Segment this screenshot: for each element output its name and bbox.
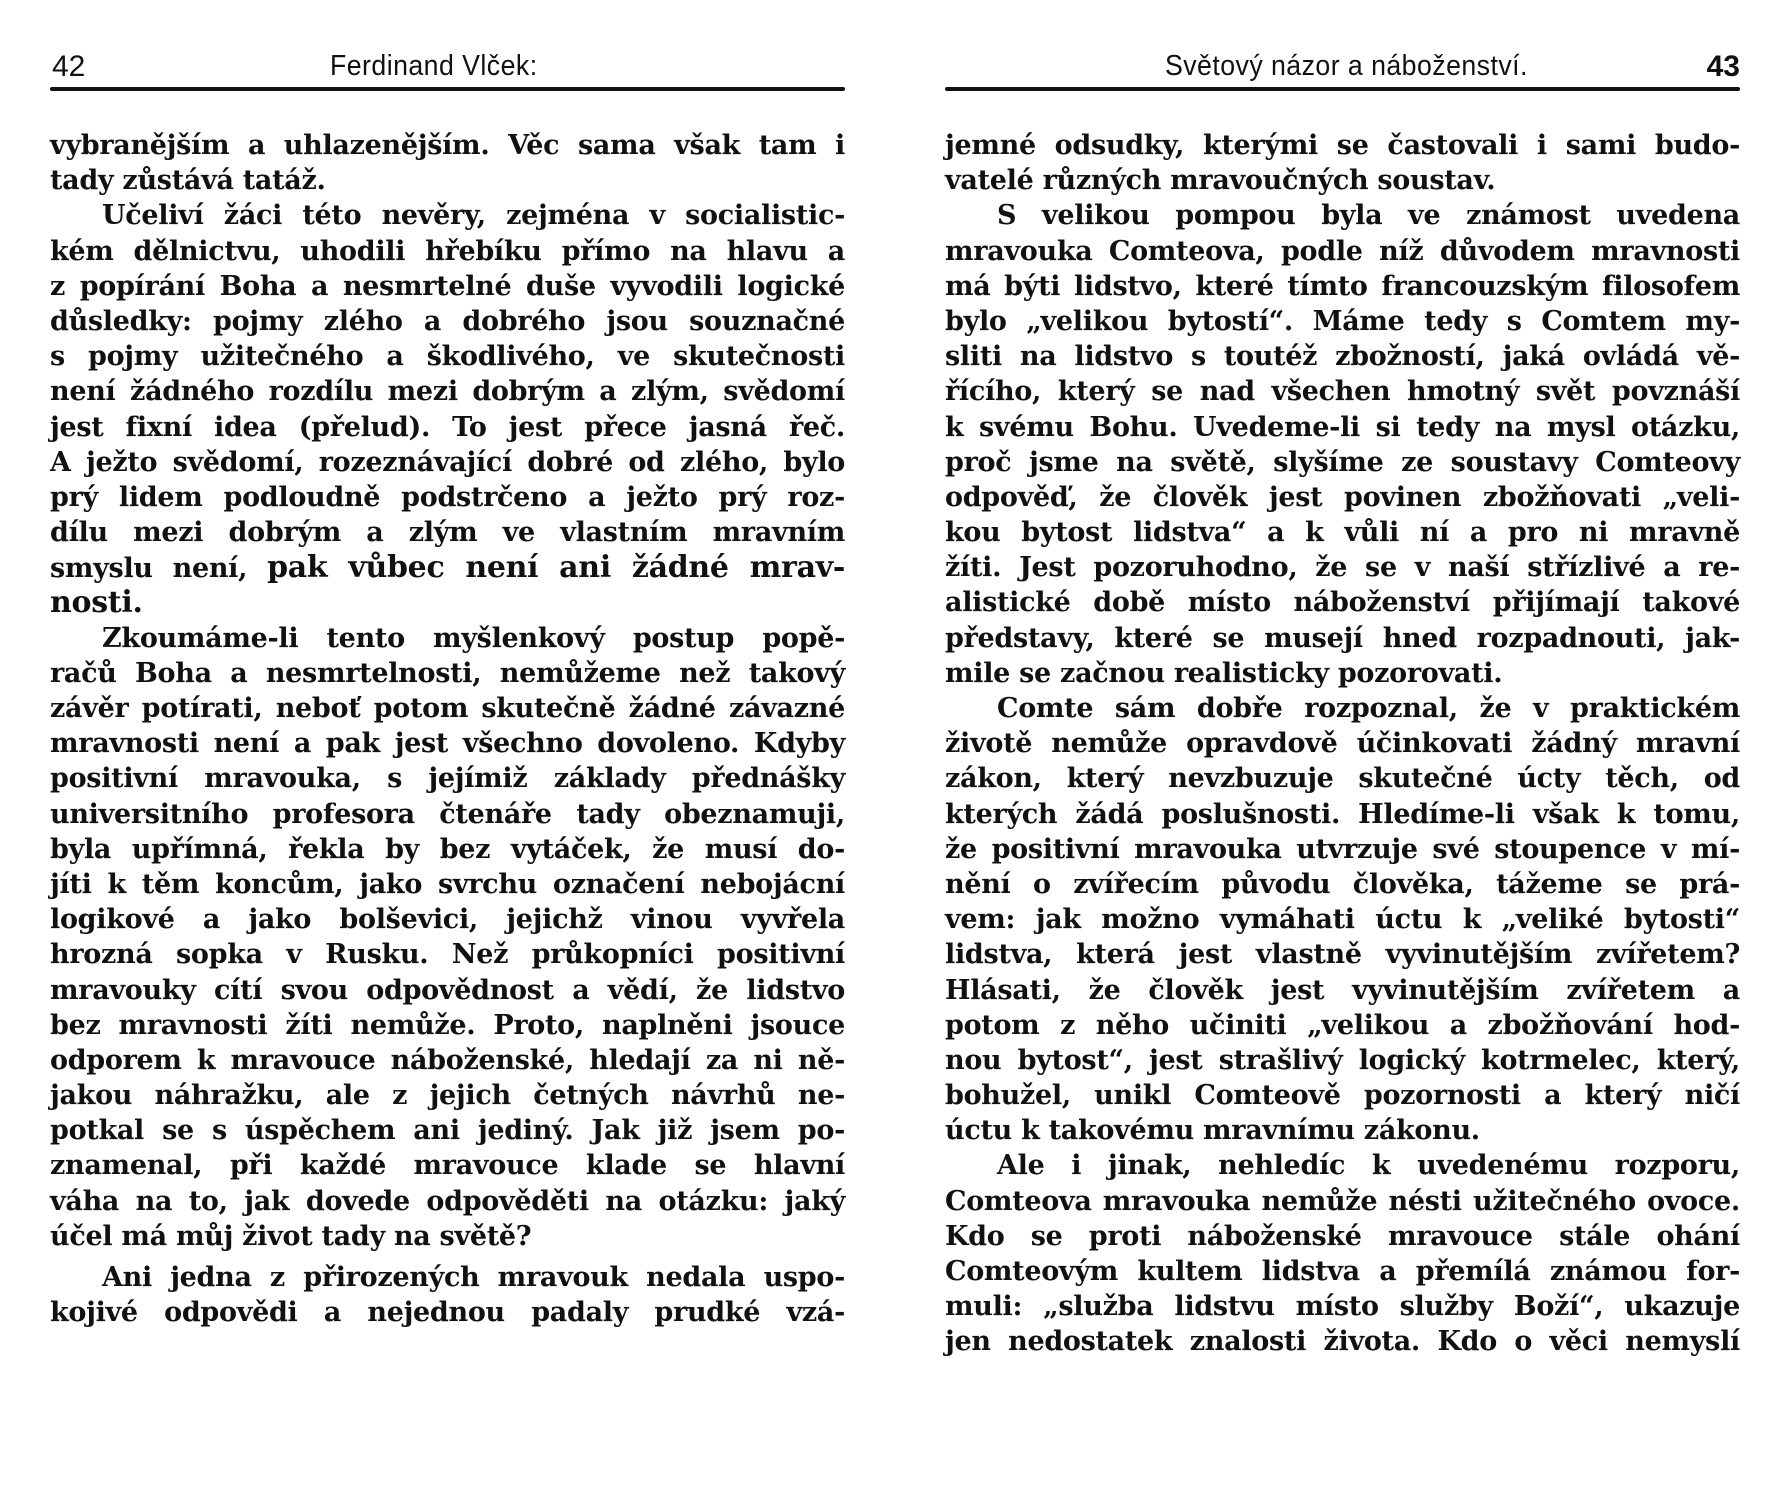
text-line: řícího, který se nad všechen hmotný svět povznáší	[945, 376, 1740, 408]
text-line: není žádného rozdílu mezi dobrým a zlým, svědomí	[50, 376, 845, 408]
text-line: universitního profesora čtenáře tady obeznamuji,	[50, 798, 845, 830]
text-line: potkal se s úspěchem ani jediný. Jak již jsem po-	[50, 1115, 845, 1147]
text-line: jen nedostatek znalosti života. Kdo o věci nemyslí	[945, 1326, 1740, 1358]
text-line: závěr potírati, neboť potom skutečně žádné závazné	[50, 693, 845, 724]
text-line: životě nemůže opravdově účinkovati žádný mravní	[945, 728, 1740, 760]
text-line: dílu mezi dobrým a zlým ve vlastním mravním	[50, 517, 845, 549]
text-line: potom z něho učiniti „velikou a zbožňování hod-	[945, 1009, 1740, 1041]
text-line: Ale i jinak, nehledíc k uvedenému rozporu,	[997, 1150, 1740, 1182]
page-number: 43	[1706, 50, 1740, 83]
text-line: proč jsme na světě, slyšíme ze soustavy Comteovy	[945, 446, 1740, 478]
text-line: znamenal, při každé mravouce klade se hlavní	[50, 1150, 845, 1182]
text-line: mravouky cítí svou odpovědnost a vědí, že lidstvo	[50, 974, 845, 1006]
text-line: představy, které se musejí hned rozpadnouti, jak-	[945, 622, 1740, 654]
text-line: žíti. Jest pozoruhodno, že se v naší střízlivé a re-	[945, 552, 1740, 584]
text-line: mravnosti není a pak jest všechno dovoleno. Kdyby	[50, 728, 845, 760]
text-line: račů Boha a nesmrtelnosti, nemůžeme než takový	[50, 657, 845, 689]
text-line: jakou náhražku, ale z jejich četných návrhů ne-	[50, 1080, 845, 1112]
text-line: váha na to, jak dovede odpověděti na otázku: jaký	[50, 1185, 845, 1217]
text-line: hrozná sopka v Rusku. Než průkopníci positivní	[50, 939, 845, 971]
emphasized-text: pak vůbec není ani žádné mrav-	[267, 550, 845, 586]
text-line: Ani jedna z přirozených mravouk nedala uspo-	[102, 1262, 845, 1293]
header-rule	[50, 87, 845, 91]
text-line: Comteova mravouka nemůže nésti užitečného ovoce.	[945, 1185, 1740, 1217]
left-page-header	[50, 50, 845, 90]
text-line: kojivé odpovědi a nejednou padaly prudké vzá-	[50, 1297, 845, 1329]
text-line: sliti na lidstvo s toutéž zbožností, jaká ovládá vě-	[945, 341, 1740, 373]
text-line: Hlásati, že člověk jest vyvinutějším zvířetem a	[945, 974, 1740, 1006]
text-line: důsledky: pojmy zlého a dobrého jsou souznačné	[50, 305, 845, 337]
text-line: Comteovým kultem lidstva a přemílá známou for-	[945, 1256, 1740, 1287]
text-line: Zkoumáme-li tento myšlenkový postup popě-	[102, 622, 845, 654]
left-page-body	[50, 128, 845, 1330]
text-line: účel má můj život tady na světě?	[50, 1220, 532, 1252]
text-line: A ježto svědomí, rozeznávající dobré od zlého, bylo	[50, 446, 845, 478]
text-line: bylo „velikou bytostí“. Máme tedy s Comtem my-	[945, 305, 1740, 337]
running-head: Světový názor a náboženství.	[1165, 50, 1528, 82]
text-line	[50, 585, 845, 620]
text-line: mravouka Comteova, podle níž důvodem mravnosti	[945, 235, 1740, 267]
text-line: tady zůstává tatáž.	[50, 165, 326, 197]
right-page-header	[945, 50, 1740, 90]
text-line: Učeliví žáci této nevěry, zejména v socialistic-	[102, 200, 845, 232]
text-line: Comte sám dobře rozpoznal, že v praktickém	[997, 693, 1740, 724]
text-line: z popírání Boha a nesmrtelné duše vyvodili logické	[50, 270, 845, 302]
header-rule	[945, 87, 1740, 91]
text-line: prý lidem podloudně podstrčeno a ježto prý roz-	[50, 481, 845, 513]
text-line: kterých žádá poslušnosti. Hledíme-li však k tomu,	[945, 798, 1740, 830]
text-line: Kdo se proti náboženské mravouce stále ohání	[945, 1220, 1740, 1252]
text-line: logikové a jako bolševici, jejichž vinou vyvřela	[50, 904, 845, 936]
text-line: že positivní mravouka utvrzuje své stoupence v mí-	[945, 833, 1740, 865]
running-head: Ferdinand Vlček:	[330, 50, 538, 82]
text-line: bohužel, unikl Comteově pozornosti a který ničí	[945, 1080, 1740, 1112]
text-line: lidstva, která jest vlastně vyvinutějším zvířetem?	[945, 939, 1740, 971]
text-line: S velikou pompou byla ve známost uvedena	[997, 200, 1740, 232]
text-line: vybranějším a uhlazenějším. Věc sama však tam i	[50, 130, 845, 161]
text-line: úctu k takovému mravnímu zákonu.	[945, 1115, 1480, 1147]
text-line: bez mravnosti žíti nemůže. Proto, naplněni jsouce	[50, 1009, 845, 1041]
text-line: jíti k těm koncům, jako svrchu označení nebojácní	[50, 868, 845, 900]
text-line: positivní mravouka, s jejímiž základy přednášky	[50, 763, 845, 795]
text-line: odporem k mravouce náboženské, hledají za ni ně-	[50, 1044, 845, 1076]
text-line: zákon, který nevzbuzuje skutečné úcty těch, od	[945, 763, 1740, 795]
text-line: nění o zvířecím původu člověka, tážeme se prá-	[945, 868, 1740, 900]
text-line: alistické době místo náboženství přijímají takové	[945, 587, 1740, 619]
text-line: jest fixní idea (přelud). To jest přece jasná řeč.	[50, 411, 845, 443]
text-line: s pojmy užitečného a škodlivého, ve skutečnosti	[50, 341, 845, 373]
text-line: byla upřímná, řekla by bez vytáček, že musí do-	[50, 833, 845, 865]
text-line: vem: jak možno vymáhati úctu k „veliké bytosti“	[945, 904, 1740, 936]
text-line: nou bytost“, jest strašlivý logický kotrmelec, který,	[945, 1044, 1740, 1076]
left-page	[50, 0, 845, 1500]
text-line: vatelé různých mravoučných soustav.	[945, 165, 1496, 197]
page-number: 42	[52, 50, 86, 83]
text-line: smyslu není, pak vůbec není ani žádné mrav-	[50, 550, 845, 586]
text-line: kém dělnictvu, uhodili hřebíku přímo na hlavu a	[50, 235, 845, 267]
text-line: jemné odsudky, kterými se častovali i sami budo-	[945, 130, 1740, 161]
text-line: k svému Bohu. Uvedeme-li si tedy na mysl otázku,	[945, 411, 1740, 443]
emphasized-text: nosti.	[50, 585, 143, 621]
right-page	[945, 0, 1740, 1500]
text-line: má býti lidstvo, které tímto francouzským filosofem	[945, 270, 1740, 302]
text-line: muli: „služba lidstvu místo služby Boží“, ukazuje	[945, 1291, 1740, 1323]
text-line: odpověď, že člověk jest povinen zbožňovati „veli-	[945, 481, 1740, 513]
text-line: kou bytost lidstva“ a k vůli ní a pro ni mravně	[945, 517, 1740, 549]
right-page-body	[945, 128, 1740, 1360]
text-line: mile se začnou realisticky pozorovati.	[945, 657, 1503, 689]
